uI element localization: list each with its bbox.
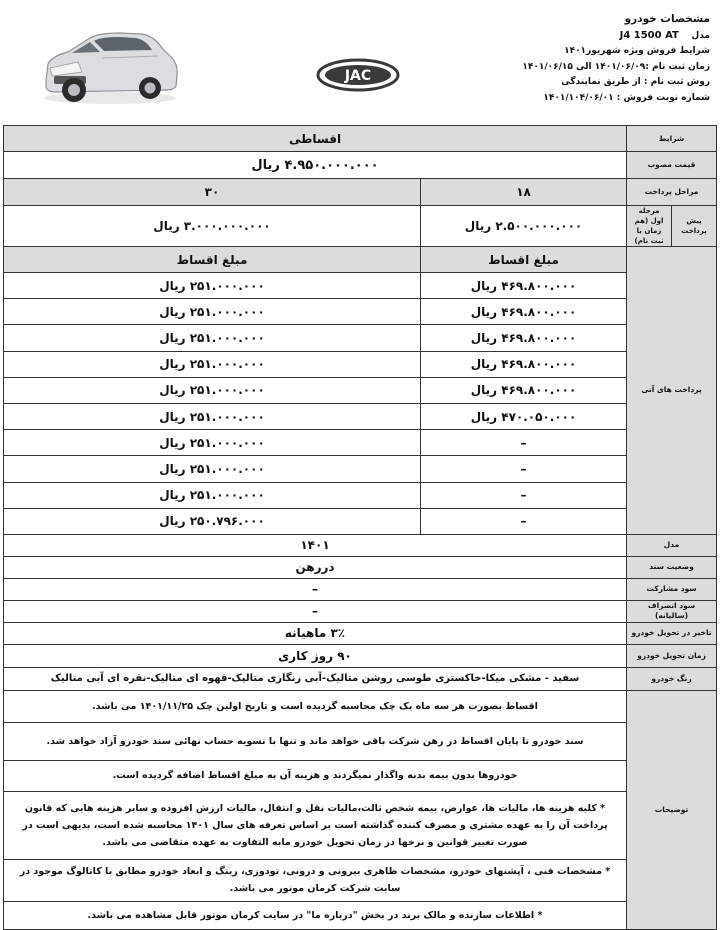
profit-value: – xyxy=(4,578,627,600)
spec-title: مشخصات خودرو xyxy=(624,13,710,25)
table-row xyxy=(4,351,717,377)
table-row xyxy=(4,325,717,351)
notes-label: توضیحات xyxy=(627,690,717,929)
notes-row-1 xyxy=(4,690,717,722)
sale-conditions: شرایط فروش ویژه شهریور۱۴۰۱ xyxy=(564,46,710,56)
row-price xyxy=(4,152,717,179)
installment-18-9: – xyxy=(421,482,627,508)
installment-18-6: ۴۷۰.۰۵۰.۰۰۰ ریال xyxy=(421,403,627,429)
row-installment-header xyxy=(4,247,717,273)
installment-30-6: ۲۵۱.۰۰۰.۰۰۰ ریال xyxy=(4,403,421,429)
installment-18-4: ۴۶۹.۸۰۰.۰۰۰ ریال xyxy=(421,351,627,377)
delay-label: تاخیر در تحویل خودرو xyxy=(627,622,717,644)
table-row xyxy=(4,273,717,299)
installment-30-5: ۲۵۱.۰۰۰.۰۰۰ ریال xyxy=(4,377,421,403)
installment-18-10: – xyxy=(421,508,627,534)
penalty-value: – xyxy=(4,600,627,622)
notes-row-3 xyxy=(4,760,717,791)
stages-label: مراحل پرداخت xyxy=(627,179,717,206)
installment-30-8: ۲۵۱.۰۰۰.۰۰۰ ریال xyxy=(4,456,421,482)
note-4: * کلیه هزینه ها، مالیات ها، عوارض، بیمه شخص ثالث،مالیات نقل و انتقال، مالیات ارزش افزوده و سایر هزینه هایی که قانون پرداخت آن را به عهده مشتری و مصرف کننده گذاشته است بر اساس تعرفه های سال ۱۴۰۱ محاسبه شده است، بدیهی است در صورت تغییر قوانین و نرخها در زمان تحویل خودرو مابه التفاوت به عهده متقاضی می باشد. xyxy=(4,791,627,859)
table-row xyxy=(4,377,717,403)
sale-number: شماره نوبت فروش : ۱۴۰۱/۱۰۴/۰۶/۰۱ xyxy=(543,92,710,103)
price-value: ۴.۹۵۰.۰۰۰.۰۰۰ ریال xyxy=(4,152,627,179)
table-row xyxy=(4,403,717,429)
header xyxy=(0,0,720,122)
model-label: مدل xyxy=(691,30,710,41)
installment-30-9: ۲۵۱.۰۰۰.۰۰۰ ریال xyxy=(4,482,421,508)
notes-row-6 xyxy=(4,901,717,929)
row-conditions xyxy=(4,126,717,152)
note-1: اقساط بصورت هر سه ماه یک چک محاسبه گردیده است و تاریخ اولین چک ۱۴۰۱/۱۱/۲۵ می باشد. xyxy=(4,690,627,722)
installment-30-10: ۲۵۰.۷۹۶.۰۰۰ ریال xyxy=(4,508,421,534)
delivery-label: زمان تحویل خودرو xyxy=(627,644,717,667)
model-value: J4 1500 AT xyxy=(619,29,679,41)
prepay-18: ۲.۵۰۰.۰۰۰.۰۰۰ ریال xyxy=(421,206,627,247)
notes-row-2 xyxy=(4,722,717,760)
conditions-label: شرایط xyxy=(627,126,717,152)
table-row xyxy=(4,482,717,508)
installment-18-5: ۴۶۹.۸۰۰.۰۰۰ ریال xyxy=(421,377,627,403)
prepay-stage-label: مرحله اول (هم زمان با ثبت نام) xyxy=(627,206,672,247)
model-line xyxy=(480,28,710,45)
row-delay xyxy=(4,622,717,644)
note-5: * مشخصات فنی ، آپشنهای خودرو، مشخصات ظاهری بیرونی و درونی، تودوزی، رینگ و ابعاد خودرو مطابق با کاتالوگ موجود در سایت شرکت کرمان موتور می باشد. xyxy=(4,859,627,901)
table-row xyxy=(4,456,717,482)
stage-30: ۳۰ xyxy=(4,179,421,206)
delay-value: ۳٪ ماهیانه xyxy=(4,622,627,644)
penalty-label: سود انصراف (سالیانه) xyxy=(627,600,717,622)
row-delivery xyxy=(4,644,717,667)
registration-time: زمان ثبت نام :۱۴۰۱/۰۶/۰۹ الی ۱۴۰۱/۰۶/۱۵ xyxy=(522,61,710,72)
stage-18: ۱۸ xyxy=(421,179,627,206)
profit-label: سود مشارکت xyxy=(627,578,717,600)
price-label: قیمت مصوب xyxy=(627,152,717,179)
note-6: * اطلاعات سازنده و مالک برند در بخش "درباره ما" در سایت کرمان موتور قابل مشاهده می باشد. xyxy=(4,901,627,929)
prepay-label: پیش پرداخت xyxy=(672,206,717,247)
note-2: سند خودرو تا پایان اقساط در رهن شرکت باقی خواهد ماند و تنها با تسویه حساب نهائی سند خودرو آزاد خواهد شد. xyxy=(4,722,627,760)
model-year-label: مدل xyxy=(627,534,717,556)
installment-header-30: مبلغ اقساط xyxy=(4,247,421,273)
future-payments-label: پرداخت های آتی xyxy=(627,247,717,535)
document-status-label: وضعیت سند xyxy=(627,556,717,578)
row-stages xyxy=(4,179,717,206)
model-year-value: ۱۴۰۱ xyxy=(4,534,627,556)
installment-30-3: ۲۵۱.۰۰۰.۰۰۰ ریال xyxy=(4,325,421,351)
installment-30-2: ۲۵۱.۰۰۰.۰۰۰ ریال xyxy=(4,299,421,325)
document-status-value: دررهن xyxy=(4,556,627,578)
row-penalty xyxy=(4,600,717,622)
car-image-icon xyxy=(38,18,180,106)
note-3: خودروها بدون بیمه بدنه واگذار نمیگردند و هزینه آن به مبلغ اقساط اضافه گردیده است. xyxy=(4,760,627,791)
row-document xyxy=(4,556,717,578)
installment-18-3: ۴۶۹.۸۰۰.۰۰۰ ریال xyxy=(421,325,627,351)
color-label: رنگ خودرو xyxy=(627,667,717,690)
notes-row-5 xyxy=(4,859,717,901)
installment-18-2: ۴۶۹.۸۰۰.۰۰۰ ریال xyxy=(421,299,627,325)
row-color xyxy=(4,667,717,690)
installment-30-1: ۲۵۱.۰۰۰.۰۰۰ ریال xyxy=(4,273,421,299)
spec-table xyxy=(3,125,717,930)
row-profit xyxy=(4,578,717,600)
registration-method: روش ثبت نام : از طریق نمایندگی xyxy=(561,77,710,87)
installment-30-4: ۲۵۱.۰۰۰.۰۰۰ ریال xyxy=(4,351,421,377)
installment-18-8: – xyxy=(421,456,627,482)
installment-18-1: ۴۶۹.۸۰۰.۰۰۰ ریال xyxy=(421,273,627,299)
jac-logo xyxy=(316,58,400,92)
header-info xyxy=(480,12,710,106)
installment-header-18: مبلغ اقساط xyxy=(421,247,627,273)
installment-18-7: – xyxy=(421,430,627,456)
row-model xyxy=(4,534,717,556)
table-row xyxy=(4,508,717,534)
table-row xyxy=(4,430,717,456)
installment-30-7: ۲۵۱.۰۰۰.۰۰۰ ریال xyxy=(4,430,421,456)
delivery-value: ۹۰ روز کاری xyxy=(4,644,627,667)
table-row xyxy=(4,299,717,325)
prepay-30: ۳.۰۰۰.۰۰۰.۰۰۰ ریال xyxy=(4,206,421,247)
row-prepay xyxy=(4,206,717,247)
logo-text: JAC xyxy=(344,68,372,84)
color-value: سفید - مشکی میکا-خاکستری طوسی روشن متالیک-آبی زنگاری متالیک-قهوه ای متالیک-نقره ای آبی متالیک xyxy=(4,667,627,690)
notes-row-4 xyxy=(4,791,717,859)
conditions-value: اقساطی xyxy=(4,126,627,152)
